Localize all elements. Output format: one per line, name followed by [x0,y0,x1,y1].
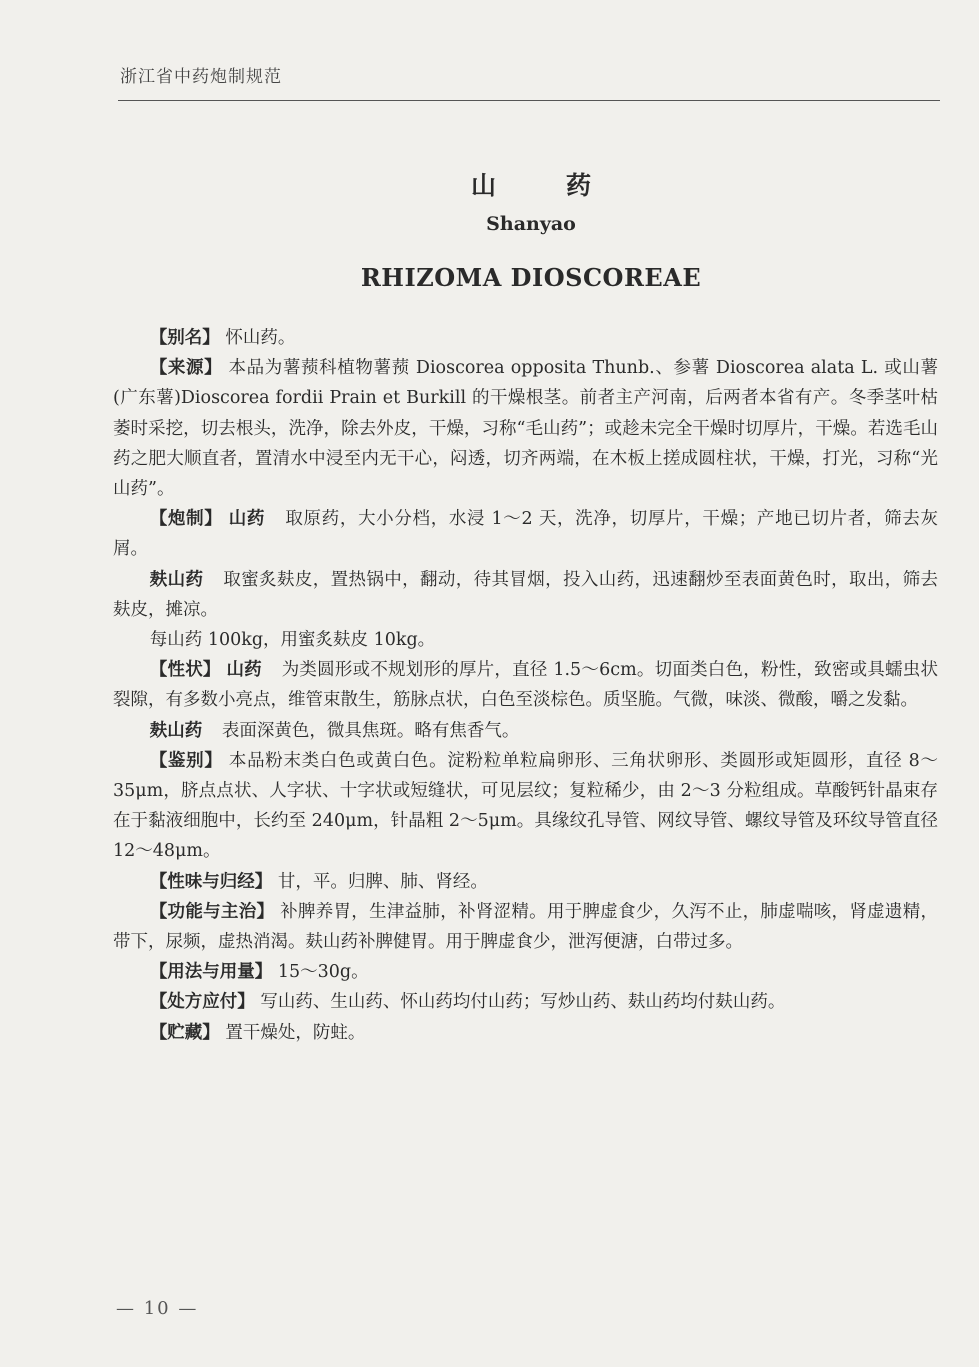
section-property [113,867,938,897]
section-processing-ratio [113,625,938,655]
section-text: 写山药、生山药、怀山药均付山药；写炒山药、麸山药均付麸山药。 [260,992,786,1013]
section-text: 本品粉末类白色或黄白色。淀粉粒单粒扁卵形、三角状卵形、类圆形或矩圆形，直径 8～35μm，脐点点状、人字状、十字状或短缝状，可见层纹；复粒稀少，由 2～3 分粒组成。草酸钙针晶束存在于黏液细胞中，长约至 240μm，针晶粗 2～5μm。具缘纹孔导管、网纹导管、螺纹导管及环纹导管直径 12～48μm。 [113,750,939,862]
page-number: — 10 — [116,1298,199,1319]
subheading: 麸山药 [149,569,204,590]
section-description-bran [113,716,938,746]
section-text: 表面深黄色，微具焦斑。略有焦香气。 [221,720,520,741]
section-processing [113,504,938,564]
section-prescription [113,987,938,1017]
section-processing-bran [113,565,938,625]
title-chinese: 山药 [470,171,661,200]
section-text: 怀山药。 [225,328,296,348]
title-latin: RHIZOMA DIOSCOREAE [360,263,702,292]
section-alias [113,323,938,353]
section-storage [113,1018,938,1048]
section-text: 甘，平。归脾、肺、肾经。 [277,871,488,892]
section-text: 取蜜炙麸皮，置热锅中，翻动，待其冒烟，投入山药，迅速翻炒至表面黄色时，取出，筛去麸皮，摊凉。 [113,569,939,620]
running-head: 浙江省中药炮制规范 [120,67,282,87]
subheading: 麸山药 [149,720,203,741]
section-dosage [113,957,938,987]
section-text: 补脾养胃，生津益肺，补肾涩精。用于脾虚食少，久泻不止，肺虚喘咳，肾虚遗精，带下，尿频，虚热消渴。麸山药补脾健胃。用于脾虚食少，泄泻便溏，白带过多。 [113,901,938,953]
section-text: 取原药，大小分档，水浸 1～2 天，洗净，切厚片，干燥；产地已切片者，筛去灰屑。 [113,509,938,560]
section-label: 【性状】 [149,660,221,681]
section-text: 为类圆形或不规划形的厚片，直径 1.5～6cm。切面类白色，粉性，致密或具蠕虫状裂隙，有多数小亮点，维管束散生，筋脉点状，白色至淡棕色。质坚脆。气微，味淡、微酸，嚼之发黏。 [113,660,938,711]
subheading: 山药 [226,660,262,681]
section-label: 【别名】 [149,328,220,348]
section-label: 【来源】 [149,358,223,379]
section-label: 【鉴别】 [149,750,223,771]
section-label: 【用法与用量】 [149,962,273,983]
section-label: 【处方应付】 [149,992,255,1013]
section-identification [113,746,938,867]
section-text: 每山药 100kg，用蜜炙麸皮 10kg。 [149,630,436,651]
section-text: 本品为薯蓣科植物薯蓣 Dioscorea opposita Thunb.、参薯 Dioscorea alata L. 或山薯(广东薯)Dioscorea fordii Prain et Burkill 的干燥根茎。前者主产河南，后两者本省有产。冬季茎叶枯萎时采挖，切去根头，洗净，除去外皮，干燥，习称“毛山药”；或趁未完全干燥时切厚片，干燥。若选毛山药之肥大顺直者，置清水中浸至内无干心，闷透，切齐两端，在木板上搓成圆柱状，干燥，打光，习称“光山药”。 [113,358,938,500]
title-pinyin: Shanyao [486,213,576,235]
header-rule [118,100,940,101]
section-source [113,353,938,504]
section-text: 置干燥处，防蛀。 [225,1022,366,1043]
section-text: 15～30g。 [277,962,369,983]
subheading: 山药 [228,509,266,530]
section-function [113,897,938,957]
section-description [113,655,938,715]
section-label: 【炮制】 [149,509,223,530]
section-label: 【贮藏】 [149,1022,220,1043]
section-label: 【功能与主治】 [149,901,275,922]
section-label: 【性味与归经】 [149,871,273,892]
monograph-body [113,323,938,1048]
